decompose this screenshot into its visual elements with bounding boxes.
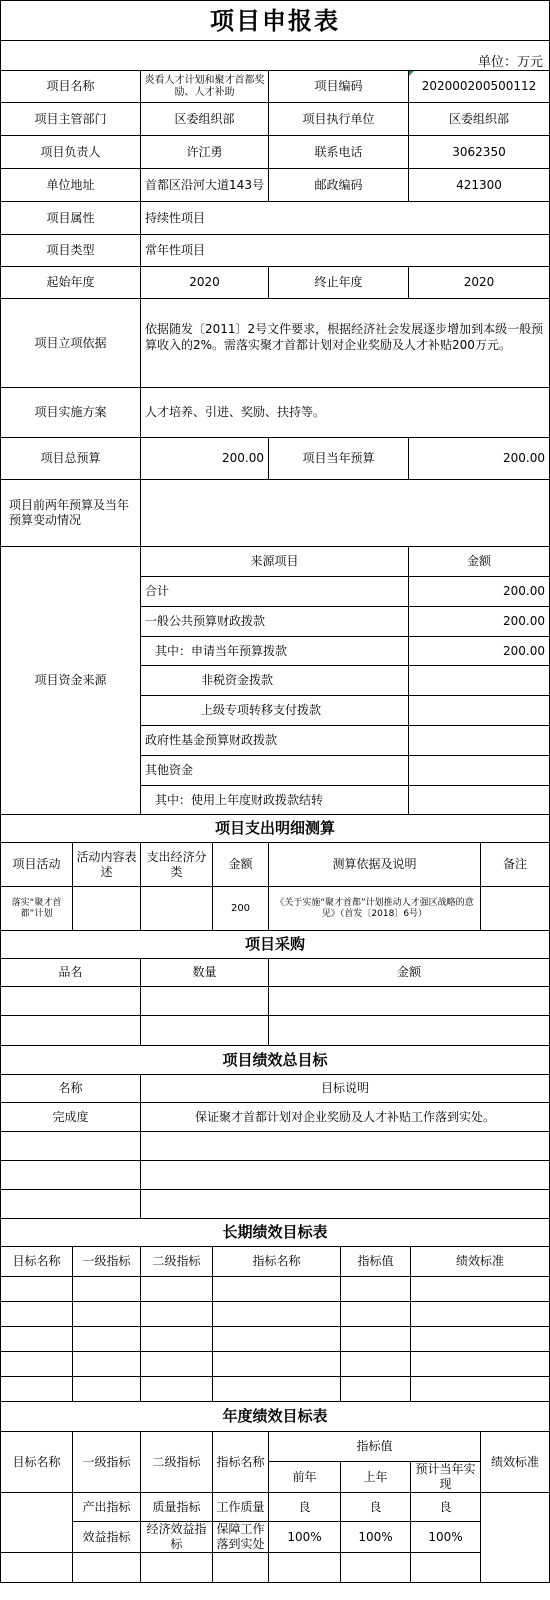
long-term-header: 目标名称 xyxy=(1,1247,73,1277)
expense-cell-amount: 200 xyxy=(213,887,269,931)
exec-unit-value: 区委组织部 xyxy=(409,103,550,136)
long-term-header: 一级指标 xyxy=(73,1247,141,1277)
expense-cell-basis: 《关于实施“聚才首都”计划推动人才强区战略的意见》（首发〔2018〕6号） xyxy=(269,887,481,931)
year-budget-value: 200.00 xyxy=(409,438,550,480)
annual-cell-v3: 良 xyxy=(411,1493,481,1522)
annual-cell-goal xyxy=(1,1493,73,1553)
leader-label: 项目负责人 xyxy=(1,136,141,169)
expense-header: 金额 xyxy=(213,843,269,887)
annual-head-l2: 二级指标 xyxy=(141,1432,213,1493)
long-term-table xyxy=(0,1218,550,1402)
annual-head-prev2: 前年 xyxy=(269,1462,341,1493)
annual-cell-l2: 经济效益指标 xyxy=(141,1522,213,1553)
address-label: 单位地址 xyxy=(1,169,141,202)
annual-cell-v2: 良 xyxy=(341,1493,411,1522)
funds-row-amount xyxy=(409,666,550,696)
expense-header: 备注 xyxy=(481,843,550,887)
funds-row-amount xyxy=(409,786,550,815)
funds-row-amount xyxy=(409,696,550,726)
perf-total-row-name: 完成度 xyxy=(1,1103,141,1132)
purchase-cell xyxy=(269,987,550,1016)
end-year-label: 终止年度 xyxy=(269,267,409,299)
funds-row-name: 非税资金拨款 xyxy=(141,666,409,696)
expense-cell-class xyxy=(141,887,213,931)
annual-table xyxy=(0,1401,550,1583)
attr-value: 持续性项目 xyxy=(141,202,550,235)
perf-total-cell xyxy=(141,1132,550,1161)
start-year-value: 2020 xyxy=(141,267,269,299)
funds-row-name: 其他资金 xyxy=(141,756,409,786)
annual-cell-v3: 100% xyxy=(411,1522,481,1553)
expense-title: 项目支出明细测算 xyxy=(1,815,550,843)
project-name-value: 炎看人才计划和聚才首都奖励、人才补助 xyxy=(141,71,269,103)
annual-head-l1: 一级指标 xyxy=(73,1432,141,1493)
purchase-header: 品名 xyxy=(1,959,141,987)
annual-head-ind: 指标名称 xyxy=(213,1432,269,1493)
funds-row-amount: 200.00 xyxy=(409,577,550,607)
attr-label: 项目属性 xyxy=(1,202,141,235)
purchase-cell xyxy=(1,987,141,1016)
expense-header: 测算依据及说明 xyxy=(269,843,481,887)
end-year-value: 2020 xyxy=(409,267,550,299)
project-code-label: 项目编码 xyxy=(269,71,409,103)
long-term-title: 长期绩效目标表 xyxy=(1,1219,550,1247)
expense-header: 项目活动 xyxy=(1,843,73,887)
annual-head-val: 指标值 xyxy=(269,1432,481,1462)
dept-value: 区委组织部 xyxy=(141,103,269,136)
type-value: 常年性项目 xyxy=(141,235,550,267)
funds-row-name: 其中：申请当年预算拨款 xyxy=(141,637,409,666)
perf-total-head-desc: 目标说明 xyxy=(141,1075,550,1103)
unit-label: 单位：万元 xyxy=(1,41,550,71)
perf-total-cell xyxy=(1,1132,141,1161)
perf-total-row-desc: 保证聚才首都计划对企业奖励及人才补贴工作落到实处。 xyxy=(141,1103,550,1132)
purchase-cell xyxy=(269,1016,550,1046)
year-budget-label: 项目当年预算 xyxy=(269,438,409,480)
expense-cell-activity: 落实“聚才首都”计划 xyxy=(1,887,73,931)
total-budget-label: 项目总预算 xyxy=(1,438,141,480)
basis-value: 依据随发〔2011〕2号文件要求，根据经济社会发展逐步增加到本级一般预算收入的2%。需落实聚才首都计划对企业奖励及人才补贴200万元。 xyxy=(141,299,550,388)
long-term-header: 二级指标 xyxy=(141,1247,213,1277)
funds-head-source: 来源项目 xyxy=(141,547,409,577)
project-name-label: 项目名称 xyxy=(1,71,141,103)
plan-value: 人才培养、引进、奖励、扶持等。 xyxy=(141,388,550,438)
annual-head-goal: 目标名称 xyxy=(1,1432,73,1493)
long-term-header: 指标名称 xyxy=(213,1247,341,1277)
annual-cell-v2: 100% xyxy=(341,1522,411,1553)
project-code-value: 20200020050011​2 xyxy=(409,71,550,103)
expense-header: 支出经济分类 xyxy=(141,843,213,887)
purchase-table xyxy=(0,930,550,1046)
perf-total-cell xyxy=(1,1161,141,1190)
funds-row-name: 其中：使用上年度财政拨款结转 xyxy=(141,786,409,815)
basis-label: 项目立项依据 xyxy=(1,299,141,388)
annual-head-prev1: 上年 xyxy=(341,1462,411,1493)
zip-label: 邮政编码 xyxy=(269,169,409,202)
purchase-cell xyxy=(1,1016,141,1046)
annual-title: 年度绩效目标表 xyxy=(1,1402,550,1432)
perf-total-table xyxy=(0,1045,550,1219)
funds-row-name: 上级专项转移支付拨款 xyxy=(141,696,409,726)
annual-cell-l1: 效益指标 xyxy=(73,1522,141,1553)
annual-cell-std xyxy=(481,1493,550,1583)
plan-label: 项目实施方案 xyxy=(1,388,141,438)
funds-row-amount: 200.00 xyxy=(409,637,550,666)
funds-row-amount xyxy=(409,726,550,756)
address-value: 首都区沿河大道143号 xyxy=(141,169,269,202)
perf-total-title: 项目绩效总目标 xyxy=(1,1046,550,1075)
annual-cell-v1: 良 xyxy=(269,1493,341,1522)
purchase-cell xyxy=(141,1016,269,1046)
purchase-header: 数量 xyxy=(141,959,269,987)
leader-value: 许江勇 xyxy=(141,136,269,169)
perf-total-cell xyxy=(1,1190,141,1219)
expense-header: 活动内容表述 xyxy=(73,843,141,887)
budget-change-value xyxy=(141,480,550,547)
exec-unit-label: 项目执行单位 xyxy=(269,103,409,136)
funds-table xyxy=(0,546,550,815)
perf-total-head-name: 名称 xyxy=(1,1075,141,1103)
type-label: 项目类型 xyxy=(1,235,141,267)
funds-row-name: 政府性基金预算财政拨款 xyxy=(141,726,409,756)
annual-cell-l2: 质量指标 xyxy=(141,1493,213,1522)
annual-cell-l1: 产出指标 xyxy=(73,1493,141,1522)
perf-total-cell xyxy=(141,1190,550,1219)
phone-label: 联系电话 xyxy=(269,136,409,169)
funds-head-amount: 金额 xyxy=(409,547,550,577)
phone-value: 3062350 xyxy=(409,136,550,169)
funds-row-amount: 200.00 xyxy=(409,607,550,637)
purchase-title: 项目采购 xyxy=(1,931,550,959)
perf-total-cell xyxy=(141,1161,550,1190)
expense-table xyxy=(0,814,550,931)
purchase-header: 金额 xyxy=(269,959,550,987)
start-year-label: 起始年度 xyxy=(1,267,141,299)
form-title: 项目申报表 xyxy=(1,1,550,41)
budget-change-label: 项目前两年预算及当年预算变动情况 xyxy=(1,480,141,547)
expense-cell-note xyxy=(481,887,550,931)
funds-row-amount xyxy=(409,756,550,786)
funds-label: 项目资金来源 xyxy=(1,547,141,815)
annual-cell-v1: 100% xyxy=(269,1522,341,1553)
funds-row-name: 一般公共预算财政拨款 xyxy=(141,607,409,637)
zip-value: 421300 xyxy=(409,169,550,202)
annual-head-cur: 预计当年实现 xyxy=(411,1462,481,1493)
long-term-header: 指标值 xyxy=(341,1247,411,1277)
annual-head-std: 绩效标准 xyxy=(481,1432,550,1493)
annual-cell-ind: 工作质量 xyxy=(213,1493,269,1522)
basic-info-table xyxy=(0,0,550,547)
long-term-header: 绩效标准 xyxy=(411,1247,550,1277)
annual-cell-ind: 保障工作落到实处 xyxy=(213,1522,269,1553)
total-budget-value: 200.00 xyxy=(141,438,269,480)
dept-label: 项目主管部门 xyxy=(1,103,141,136)
funds-row-name: 合计 xyxy=(141,577,409,607)
purchase-cell xyxy=(141,987,269,1016)
expense-cell-content xyxy=(73,887,141,931)
